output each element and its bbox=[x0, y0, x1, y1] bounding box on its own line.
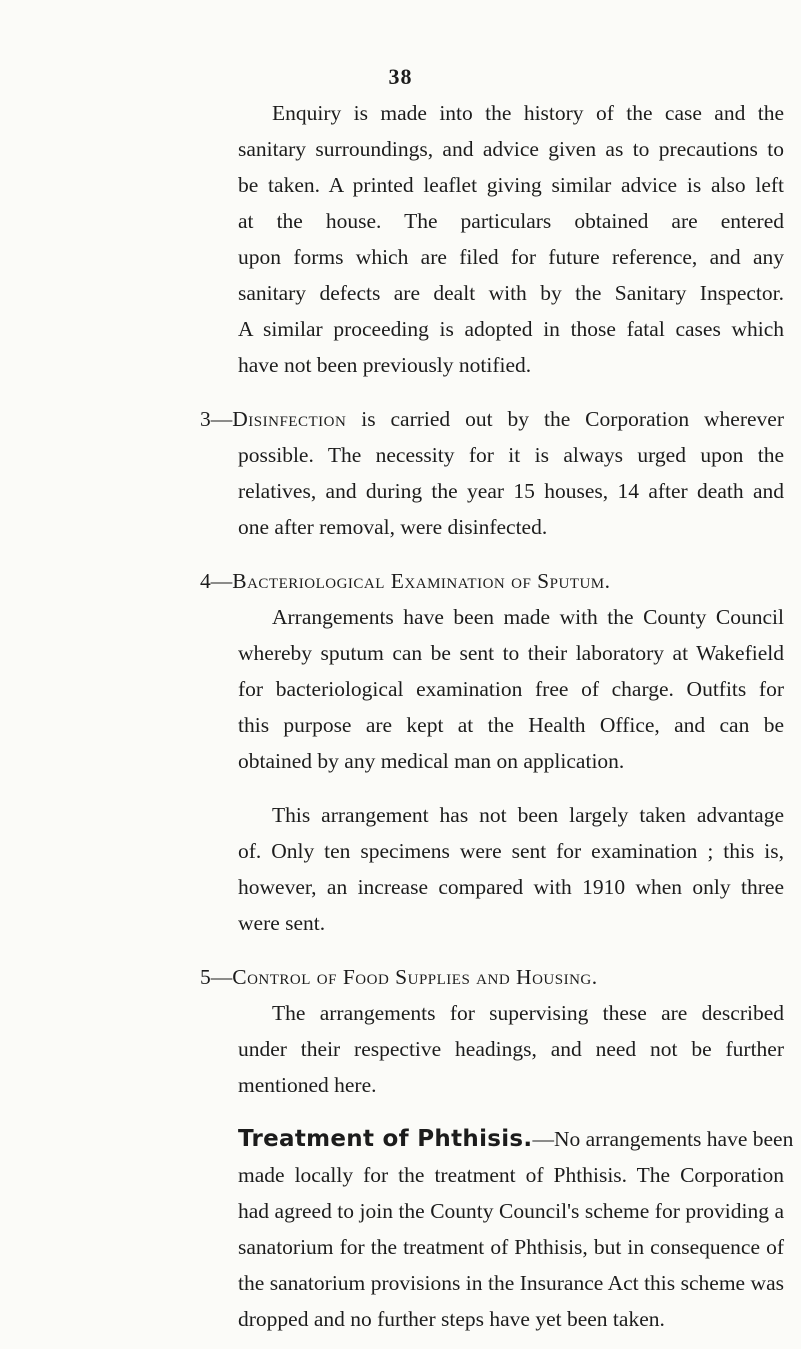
text-line: made locally for the treatment of Phthisis. The Corporation bbox=[238, 1163, 784, 1187]
text-line: the sanatorium provisions in the Insurance Act this scheme was bbox=[238, 1271, 784, 1295]
text-line: sanitary surroundings, and advice given as to precautions to bbox=[238, 137, 784, 161]
text-line: possible. The necessity for it is always urged upon the bbox=[238, 443, 784, 467]
section-heading-line bbox=[200, 959, 598, 995]
text-fragment: is carried out by the Corporation wherever bbox=[346, 407, 784, 431]
text-line: one after removal, were disinfected. bbox=[238, 515, 548, 539]
text-line: Arrangements have been made with the County Council bbox=[272, 605, 784, 629]
page-number: 38 bbox=[388, 64, 413, 89]
text-line: upon forms which are filed for future reference, and any bbox=[238, 245, 784, 269]
text-line: sanatorium for the treatment of Phthisis, but in consequence of bbox=[238, 1235, 784, 1259]
text-line: under their respective headings, and need not be further bbox=[238, 1037, 784, 1061]
text-fragment: —No arrangements have been bbox=[532, 1127, 794, 1151]
section-heading: Disinfection bbox=[232, 407, 347, 431]
text-line: Enquiry is made into the history of the case and the bbox=[272, 101, 784, 125]
text-line: had agreed to join the County Council's scheme for providing a bbox=[238, 1199, 784, 1223]
section-heading: Treatment of Phthisis. bbox=[238, 1126, 533, 1152]
text-line: have not been previously notified. bbox=[238, 353, 532, 377]
section-heading: Bacteriological Examination of Sputum. bbox=[232, 569, 611, 593]
text-line: at the house. The particulars obtained are entered bbox=[238, 209, 784, 233]
text-line: This arrangement has not been largely taken advantage bbox=[272, 803, 784, 827]
text-line: be taken. A printed leaflet giving similar advice is also left bbox=[238, 173, 784, 197]
section-heading-line bbox=[200, 401, 784, 437]
text-line: whereby sputum can be sent to their laboratory at Wakefield bbox=[238, 641, 784, 665]
text-line: of. Only ten specimens were sent for examination ; this is, bbox=[238, 839, 784, 863]
text-line: mentioned here. bbox=[238, 1073, 377, 1097]
text-line: for bacteriological examination free of charge. Outfits for bbox=[238, 677, 784, 701]
section-number: 3— bbox=[200, 407, 233, 431]
text-line: A similar proceeding is adopted in those fatal cases which bbox=[238, 317, 784, 341]
section-heading-line bbox=[200, 563, 611, 599]
text-line: sanitary defects are dealt with by the Sanitary Inspector. bbox=[238, 281, 784, 305]
text-line: relatives, and during the year 15 houses, 14 after death and bbox=[238, 479, 784, 503]
text-line: The arrangements for supervising these are described bbox=[272, 1001, 784, 1025]
section-number: 5— bbox=[200, 965, 233, 989]
text-line: obtained by any medical man on application. bbox=[238, 749, 625, 773]
text-line: this purpose are kept at the Health Office, and can be bbox=[238, 713, 784, 737]
section-number: 4— bbox=[200, 569, 233, 593]
section-heading-line bbox=[238, 1121, 794, 1157]
text-line: dropped and no further steps have yet been taken. bbox=[238, 1307, 665, 1331]
text-line: were sent. bbox=[238, 911, 326, 935]
text-line: however, an increase compared with 1910 when only three bbox=[238, 875, 784, 899]
section-heading: Control of Food Supplies and Housing. bbox=[232, 965, 598, 989]
